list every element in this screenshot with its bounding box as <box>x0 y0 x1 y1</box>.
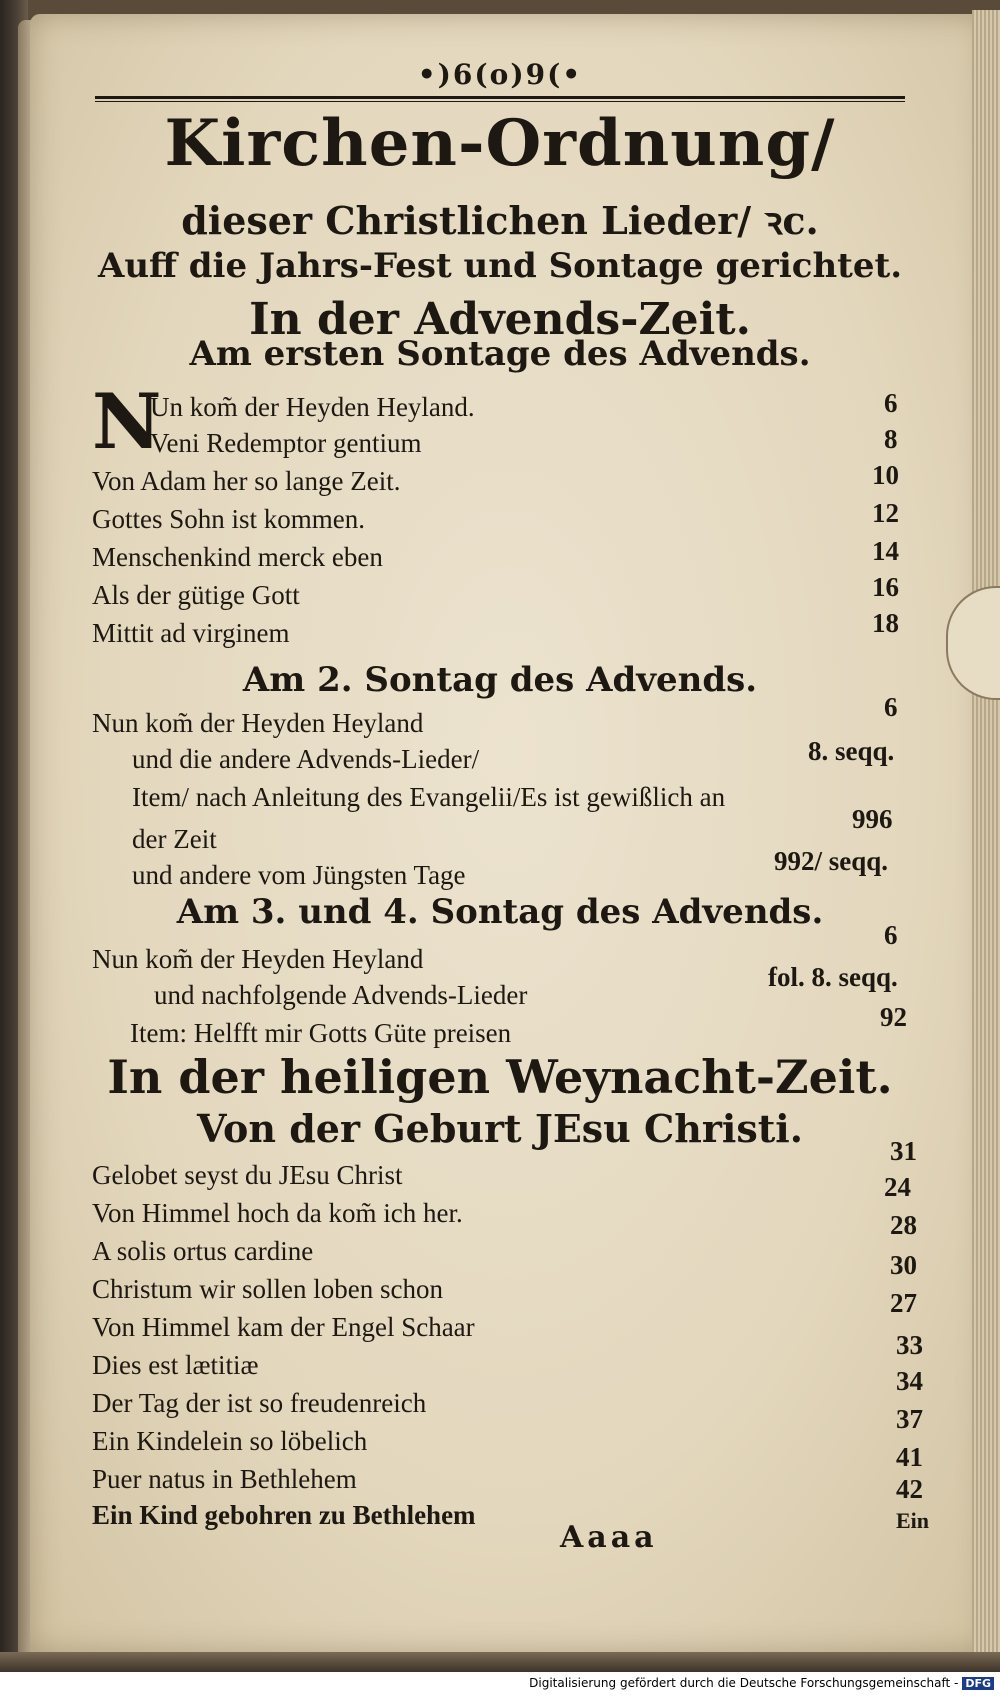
index-page: 42 <box>896 1474 923 1504</box>
index-entry: Puer natus in Bethlehem <box>92 1464 357 1494</box>
index-page: 6 <box>884 920 898 950</box>
index-page: 14 <box>872 536 899 566</box>
index-page: 6 <box>884 388 898 418</box>
index-page: 27 <box>890 1288 917 1318</box>
index-entry: Un kom̃ der Heyden Heyland. <box>150 392 475 422</box>
catchword: Ein <box>896 1508 930 1533</box>
index-page: 31 <box>890 1136 917 1166</box>
index-page: 30 <box>890 1250 917 1280</box>
index-entry: Ein Kindelein so löbelich <box>92 1426 368 1456</box>
index-page: 16 <box>872 572 899 602</box>
page-subtitle: dieser Christlichen Lieder/ ꝛc. <box>181 198 819 243</box>
subsection-heading: Am 3. und 4. Sontag des Advends. <box>176 892 824 932</box>
index-page: 28 <box>890 1210 917 1240</box>
index-page: 34 <box>896 1366 923 1396</box>
index-entry: Ein Kind gebohren zu Bethlehem <box>92 1500 476 1530</box>
index-entry: Von Himmel hoch da kom̃ ich her. <box>92 1198 463 1228</box>
index-entry: Nun kom̃ der Heyden Heyland <box>92 708 424 738</box>
subsection-heading: Am 2. Sontag des Advends. <box>242 660 758 700</box>
index-page: fol. 8. seqq. <box>768 962 898 992</box>
index-entry: Gelobet seyst du JEsu Christ <box>92 1160 403 1190</box>
index-entry: Der Tag der ist so freudenreich <box>92 1388 427 1418</box>
index-entry: der Zeit <box>132 824 217 854</box>
drop-cap: N <box>92 377 162 466</box>
index-entry: und nachfolgende Advends-Lieder <box>154 980 528 1010</box>
index-entry: Gottes Sohn ist kommen. <box>92 504 366 534</box>
page-subtitle-2: Auff die Jahrs-Fest und Sontage gerichtet. <box>97 246 903 286</box>
index-entry: Als der gütige Gott <box>92 580 300 610</box>
index-page: 33 <box>896 1330 923 1360</box>
index-page: 996 <box>852 804 893 834</box>
index-entry: Veni Redemptor gentium <box>150 428 422 458</box>
index-entry: A solis ortus cardine <box>92 1236 314 1266</box>
index-entry: Von Himmel kam der Engel Schaar <box>92 1312 475 1342</box>
index-page: 10 <box>872 460 899 490</box>
index-entry: Mittit ad virginem <box>92 618 290 648</box>
index-entry: Menschenkind merck eben <box>92 542 383 572</box>
digitization-credit <box>529 1676 994 1690</box>
index-page: 92 <box>880 1002 907 1032</box>
index-page: 6 <box>884 692 898 722</box>
index-page: 18 <box>872 608 899 638</box>
dfg-logo: DFG <box>962 1677 994 1690</box>
index-page: 41 <box>896 1442 923 1472</box>
index-page: 37 <box>896 1404 923 1434</box>
section-heading-christmas: In der heiligen Weynacht-Zeit. <box>107 1050 893 1104</box>
header-rule-thin <box>95 101 905 102</box>
subsection-heading: Von der Geburt JEsu Christi. <box>197 1106 803 1151</box>
credit-text: Digitalisierung gefördert durch die Deutsche Forschungsgemeinschaft - <box>529 1676 959 1690</box>
index-entry: Item/ nach Anleitung des Evangelii/Es ist gewißlich an <box>132 782 726 812</box>
index-entry: Item: Helfft mir Gotts Güte preisen <box>130 1018 512 1048</box>
index-entry: Von Adam her so lange Zeit. <box>92 466 401 496</box>
header-ornament: •)6(o)9(• <box>417 58 583 91</box>
index-entry: Christum wir sollen loben schon <box>92 1274 443 1304</box>
page-title: Kirchen-Ordnung/ <box>164 106 836 181</box>
header-rule <box>95 96 905 99</box>
index-entry: und andere vom Jüngsten Tage <box>132 860 466 890</box>
signature-mark: Aaaa <box>560 1520 658 1555</box>
index-page: 24 <box>884 1172 911 1202</box>
index-page: 8 <box>884 424 898 454</box>
index-entry: Nun kom̃ der Heyden Heyland <box>92 944 424 974</box>
subsection-heading: Am ersten Sontage des Advends. <box>189 334 811 374</box>
index-entry: Dies est lætitiæ <box>92 1350 259 1380</box>
index-page: 992/ seqq. <box>774 846 889 876</box>
index-page: 12 <box>872 498 899 528</box>
section-heading-advent: In der Advends-Zeit. <box>249 294 751 345</box>
index-entry: und die andere Advends-Lieder/ <box>132 744 480 774</box>
index-page: 8. seqq. <box>808 736 895 766</box>
